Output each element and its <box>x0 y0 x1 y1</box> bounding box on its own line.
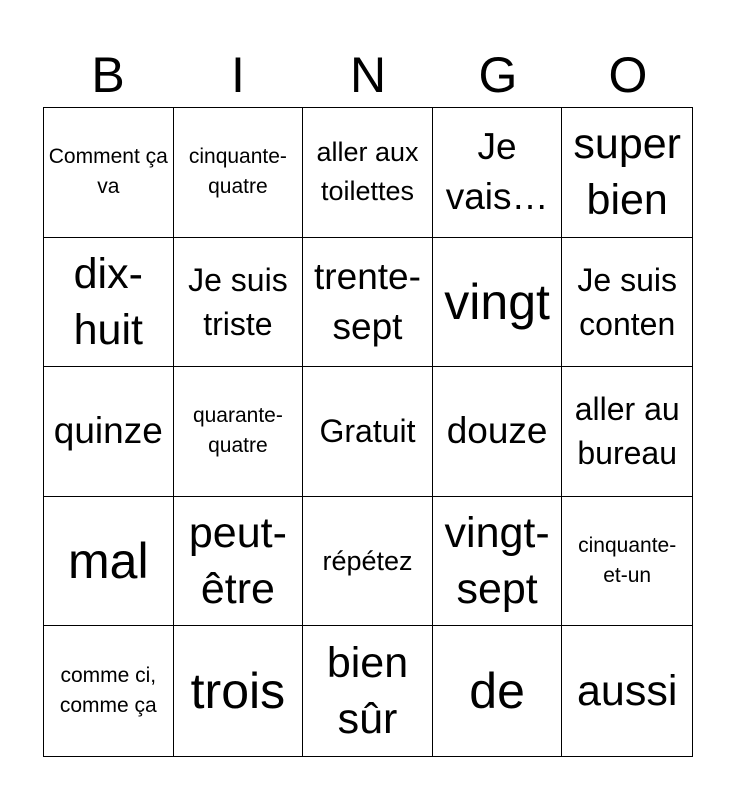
bingo-cell[interactable] <box>44 238 174 368</box>
cell-text: aller au bureau <box>574 391 680 472</box>
bingo-cell[interactable] <box>562 108 692 238</box>
bingo-cell[interactable] <box>433 367 563 497</box>
bingo-cell[interactable] <box>174 238 304 368</box>
bingo-cell[interactable] <box>44 497 174 627</box>
cell-text: de <box>469 663 525 720</box>
bingo-cell[interactable] <box>433 626 563 756</box>
cell-text: mal <box>68 533 149 590</box>
cell-text: quarante-quatre <box>192 404 283 458</box>
cell-text: vingt <box>444 273 550 330</box>
cell-text: cinquante-et-un <box>578 534 677 588</box>
bingo-cell[interactable] <box>303 626 433 756</box>
cell-text: Gratuit <box>319 413 416 450</box>
cell-text: Je suis conten <box>577 261 677 342</box>
bingo-cell[interactable] <box>303 497 433 627</box>
bingo-cell[interactable] <box>433 497 563 627</box>
header-letter-o: O <box>608 47 648 103</box>
bingo-cell[interactable] <box>562 626 692 756</box>
cell-text: cinquante-quatre <box>188 145 287 199</box>
header-letter-n: N <box>349 47 387 103</box>
bingo-cell[interactable] <box>303 367 433 497</box>
bingo-cell[interactable] <box>174 367 304 497</box>
bingo-cell[interactable] <box>562 367 692 497</box>
cell-text: bien sûr <box>326 639 409 744</box>
cell-text: vingt-sept <box>444 509 550 614</box>
cell-text: super bien <box>573 120 681 225</box>
cell-text: aller aux toilettes <box>316 137 419 207</box>
header-letter-g: G <box>478 47 518 103</box>
bingo-cell[interactable] <box>433 238 563 368</box>
cell-text: aussi <box>577 667 678 716</box>
bingo-cell[interactable] <box>562 238 692 368</box>
cell-text: quinze <box>53 410 163 452</box>
bingo-cell[interactable] <box>433 108 563 238</box>
bingo-cell[interactable] <box>174 108 304 238</box>
bingo-cell[interactable] <box>303 238 433 368</box>
cell-text: trente-sept <box>314 255 421 347</box>
bingo-header <box>43 42 693 108</box>
bingo-board <box>43 107 693 757</box>
cell-text: trois <box>190 663 286 720</box>
bingo-cell[interactable] <box>303 108 433 238</box>
header-letter-b: B <box>91 47 125 103</box>
bingo-cell[interactable] <box>174 497 304 627</box>
bingo-cell[interactable] <box>174 626 304 756</box>
bingo-cell[interactable] <box>44 626 174 756</box>
cell-text: dix-huit <box>73 249 143 354</box>
bingo-cell[interactable] <box>44 367 174 497</box>
cell-text: Comment ça va <box>48 145 168 199</box>
header-letter-i: I <box>231 47 245 103</box>
cell-text: peut-être <box>188 509 287 614</box>
bingo-cell[interactable] <box>562 497 692 627</box>
cell-text: Je suis triste <box>188 261 288 342</box>
cell-text: comme ci, comme ça <box>59 664 157 718</box>
cell-text: Je vais… <box>445 126 549 218</box>
cell-text: douze <box>446 410 548 452</box>
bingo-cell[interactable] <box>44 108 174 238</box>
cell-text: répétez <box>322 545 413 576</box>
